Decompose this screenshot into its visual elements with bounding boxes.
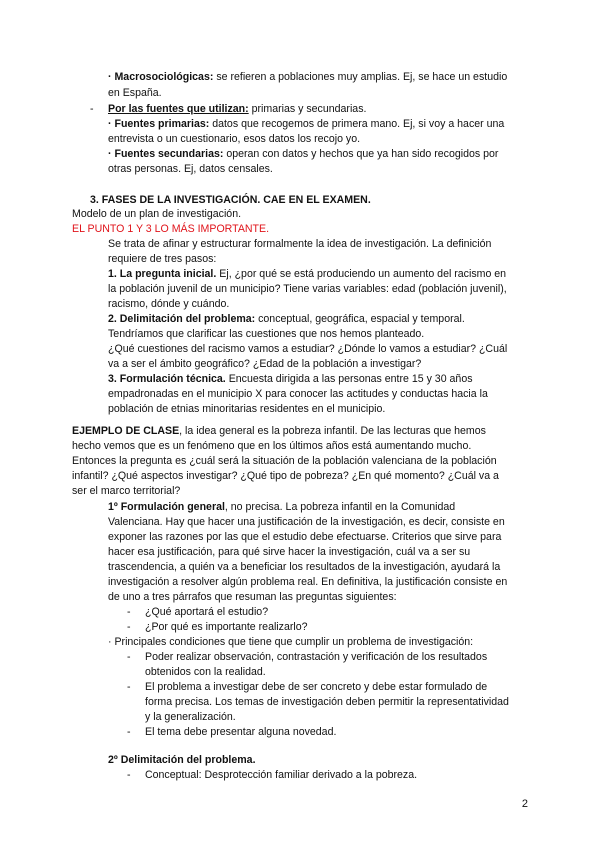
pregunta-1: ¿Qué aportará el estudio? [145, 606, 269, 618]
modelo-line: Modelo de un plan de investigación. [72, 208, 242, 220]
macro-line-2: en España. [108, 87, 162, 99]
paso3-line-1: 3. Formulación técnica. Encuesta dirigida a las personas entre 15 y 30 años [108, 373, 473, 385]
paso2-line-1: 2. Delimitación del problema: conceptual, geográfica, espacial y temporal. [108, 313, 465, 325]
primarias-line-2: entrevista o un cuestionario, esos datos los recojo yo. [108, 133, 361, 145]
dash-bullet: - [127, 606, 131, 618]
condicion-1-line-1: Poder realizar observación, contrastación y verificación de los resultados [145, 651, 488, 663]
pregunta-2: ¿Por qué es importante realizarlo? [145, 621, 308, 633]
section-heading: 3. FASES DE LA INVESTIGACIÓN. CAE EN EL EXAMEN. [90, 194, 371, 206]
punto-importante: EL PUNTO 1 Y 3 LO MÁS IMPORTANTE. [72, 223, 270, 235]
macro-label: · Macrosociológicas: [108, 71, 214, 83]
condicion-3: El tema debe presentar alguna novedad. [145, 726, 337, 738]
fuentes-label: Por las fuentes que utilizan: [108, 103, 249, 115]
formulacion-line-1: 1º Formulación general, no precisa. La pobreza infantil en la Comunidad [108, 501, 456, 513]
ejemplo-line-2: hecho vemos que es un fenómeno que en los últimos años está aumentando mucho. [72, 440, 472, 452]
dash-bullet: - [90, 103, 94, 115]
paso2-line-4: va a ser el ámbito geográfico? ¿Edad de la población a investigar? [108, 358, 422, 370]
formulacion-line-5: trascendencia, a quién va a beneficiar los resultados de la investigación, ayudará la [108, 561, 501, 573]
intro-line-2: requiere de tres pasos: [108, 253, 217, 265]
macro-line-1: · Macrosociológicas: se refieren a poblaciones muy amplias. Ej, se hace un estudio [108, 71, 508, 83]
paso3-line-3: población de etnias minoritarias residentes en el municipio. [108, 403, 386, 415]
primarias-line-1: · Fuentes primarias: datos que recogemos de primera mano. Ej, si voy a hacer una [108, 118, 505, 130]
ejemplo-line-5: ser el marco territorial? [72, 485, 181, 497]
condicion-2-line-1: El problema a investigar debe de ser concreto y debe estar formulado de [145, 681, 488, 693]
condiciones-heading: · Principales condiciones que tiene que cumplir un problema de investigación: [108, 636, 474, 648]
dash-bullet: - [127, 726, 131, 738]
fuentes-line: Por las fuentes que utilizan: primarias y secundarias. [108, 103, 367, 115]
condicion-2-line-3: y la generalización. [145, 711, 236, 723]
delimitacion-heading: 2º Delimitación del problema. [108, 754, 256, 766]
ejemplo-line-1: EJEMPLO DE CLASE, la idea general es la pobreza infantil. De las lecturas que hemos [72, 425, 486, 437]
condicion-2-line-2: forma precisa. Los temas de investigación deben permitir la representatividad [145, 696, 509, 708]
dash-bullet: - [127, 681, 131, 693]
ejemplo-label: EJEMPLO DE CLASE [72, 425, 180, 437]
page-number: 2 [521, 798, 528, 810]
paso2-line-2: Tendríamos que clarificar las cuestiones que nos hemos planteado. [108, 328, 425, 340]
intro-line-1: Se trata de afinar y estructurar formalmente la idea de investigación. La definición [108, 238, 492, 250]
formulacion-line-4: hacer esa justificación, para qué sirve hacer la investigación, cuál va a ser su [108, 546, 471, 558]
formulacion-line-6: investigación a resolver algún problema real. En definitiva, la justificación consiste en [108, 576, 508, 588]
dash-bullet: - [127, 769, 131, 781]
formulacion-line-2: Valenciana. Hay que hacer una justificación de la investigación, es decir, consiste en [108, 516, 505, 528]
secundarias-line-1: · Fuentes secundarias: operan con datos y hechos que ya han sido recogidos por [108, 148, 499, 160]
paso1-line-1: 1. La pregunta inicial. Ej, ¿por qué se está produciendo un aumento del racismo en [108, 268, 507, 280]
ejemplo-line-3: Entonces la pregunta es ¿cuál será la situación de la población valenciana de la población [72, 455, 497, 467]
paso3-line-2: empadronadas en el municipio X para conocer las actitudes y conductas hacia la [108, 388, 488, 400]
formulacion-line-3: exponer las razones por las que el estudio debe efectuarse. Criterios que sirve para [108, 531, 502, 543]
ejemplo-line-4: infantil? ¿Qué aspectos investigar? ¿Qué tipo de pobreza? ¿En qué momento? ¿Cuál va a [72, 470, 499, 482]
dash-bullet: - [127, 651, 131, 663]
paso1-line-3: racismo, dónde y cuándo. [108, 298, 230, 310]
delimitacion-line-1: Conceptual: Desprotección familiar derivado a la pobreza. [145, 769, 418, 781]
paso2-line-3: ¿Qué cuestiones del racismo vamos a estudiar? ¿Dónde lo vamos a estudiar? ¿Cuál [108, 343, 508, 355]
formulacion-line-7: de uno a tres párrafos que resuman las preguntas siguientes: [108, 591, 397, 603]
condicion-1-line-2: obtenidos con la realidad. [145, 666, 266, 678]
paso1-line-2: la población juvenil de un municipio? Tiene varias variables: edad (población juvenil), [108, 283, 507, 295]
dash-bullet: - [127, 621, 131, 633]
secundarias-line-2: otras personas. Ej, datos censales. [108, 163, 273, 175]
